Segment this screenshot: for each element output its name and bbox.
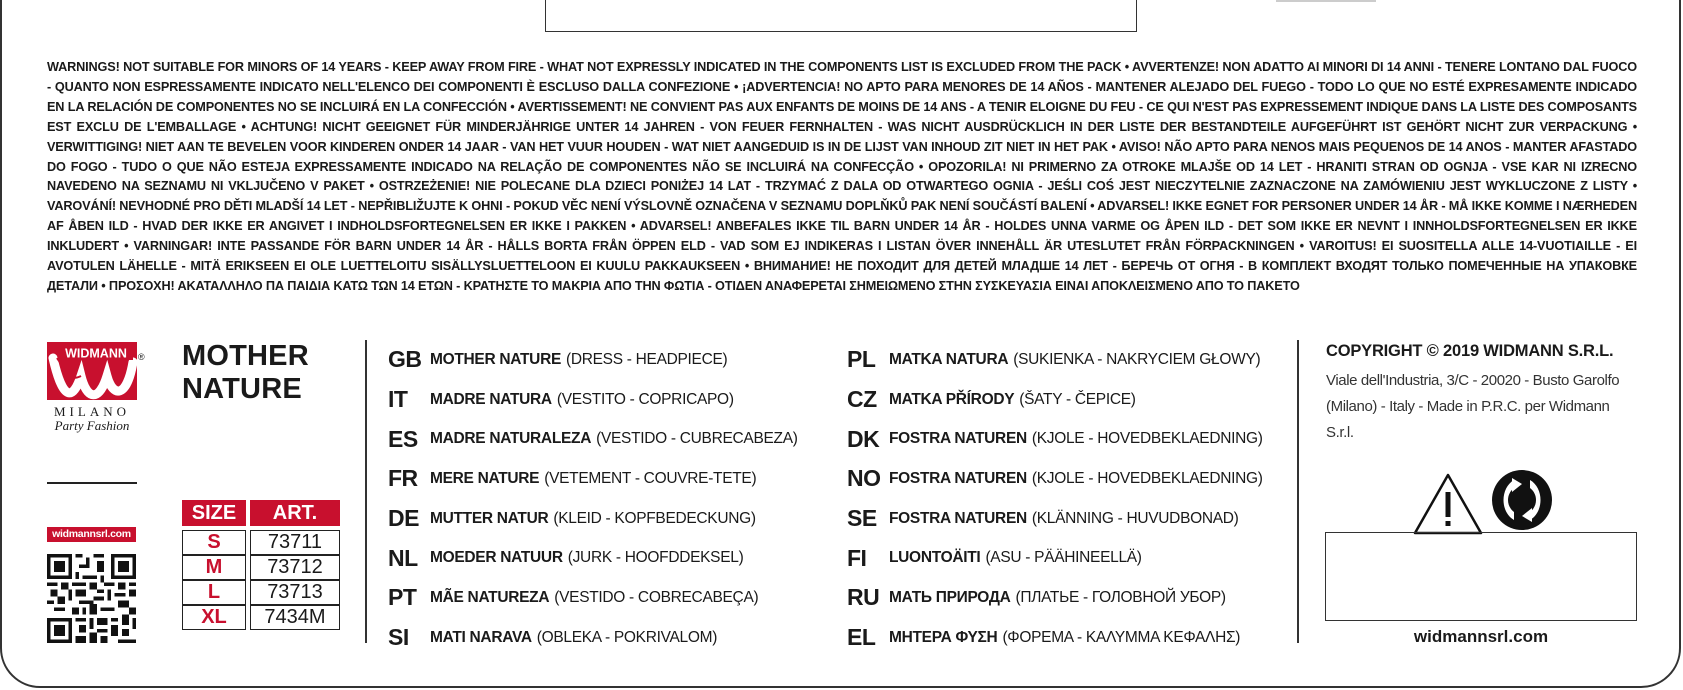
lang-name: MATI NARAVA bbox=[430, 628, 532, 646]
green-dot-recycle-icon bbox=[1490, 468, 1554, 532]
lang-code: SI bbox=[388, 624, 409, 651]
lang-name: FOSTRA NATUREN bbox=[889, 509, 1027, 527]
lang-desc: (VESTIDO - COBRECABEÇA) bbox=[554, 588, 759, 606]
logo-text: WIDMANN bbox=[65, 346, 127, 360]
language-row bbox=[388, 538, 798, 578]
lang-desc: (VESTITO - COPRICAPO) bbox=[556, 390, 734, 408]
art-cell: 73712 bbox=[250, 555, 340, 580]
copyright-notice: COPYRIGHT © 2019 WIDMANN S.R.L. bbox=[1326, 342, 1614, 360]
lang-code: PT bbox=[388, 584, 417, 611]
lang-code: CZ bbox=[847, 386, 877, 413]
lang-desc: (JURK - HOOFDDEKSEL) bbox=[567, 549, 744, 567]
lang-name: ΜΗΤΕΡΑ ΦΥΣΗ bbox=[889, 628, 998, 646]
product-title-line2: NATURE bbox=[182, 373, 302, 405]
size-cell: XL bbox=[182, 605, 246, 630]
size-row bbox=[182, 530, 340, 555]
language-list-right bbox=[847, 340, 1263, 658]
lang-desc: (KLEID - KOPFBEDECKUNG) bbox=[553, 509, 756, 527]
language-row bbox=[847, 538, 1263, 578]
language-row bbox=[388, 419, 798, 459]
lang-name: FOSTRA NATUREN bbox=[889, 430, 1027, 448]
top-box bbox=[545, 0, 1137, 32]
column-divider bbox=[365, 340, 367, 643]
lang-name: MUTTER NATUR bbox=[430, 509, 549, 527]
lang-name: MATKA PŘÍRODY bbox=[889, 390, 1015, 408]
size-row bbox=[182, 605, 340, 630]
lang-code: IT bbox=[388, 386, 408, 413]
language-row bbox=[388, 380, 798, 420]
lang-code: RU bbox=[847, 584, 880, 611]
lang-code: SE bbox=[847, 505, 877, 532]
lang-code: FI bbox=[847, 544, 867, 571]
size-row bbox=[182, 580, 340, 605]
language-row bbox=[847, 459, 1263, 499]
lang-desc: (OBLEKA - POKRIVALOM) bbox=[536, 628, 718, 646]
widmann-logo bbox=[47, 342, 147, 432]
qr-code-icon bbox=[47, 554, 136, 643]
lang-code: ES bbox=[388, 425, 418, 452]
lang-desc: (KLÄNNING - HUVUDBONAD) bbox=[1031, 509, 1239, 527]
language-row bbox=[388, 499, 798, 539]
company-address bbox=[1326, 368, 1636, 446]
lang-name: MOTHER NATURE bbox=[430, 350, 561, 368]
language-row bbox=[388, 340, 798, 380]
size-cell: M bbox=[182, 555, 246, 580]
address-line2: (Milano) - Italy - Made in P.R.C. per Widmann S.r.l. bbox=[1326, 398, 1610, 441]
warning-triangle-icon bbox=[1412, 472, 1484, 536]
art-cell: 73713 bbox=[250, 580, 340, 605]
language-row bbox=[847, 380, 1263, 420]
lang-desc: (SUKIENKA - NAKRYCIEM GŁOWY) bbox=[1013, 350, 1261, 368]
lang-name: LUONTOÄITI bbox=[889, 549, 981, 567]
lang-code: EL bbox=[847, 624, 876, 651]
warnings-text: WARNINGS! NOT SUITABLE FOR MINORS OF 14 YEARS - KEEP AWAY FROM FIRE - WHAT NOT EXPRESSLY INDICATED IN THE COMPONENTS LIST IS EXCLUDED FROM THE PACK • AVVERTENZE! NON ADATTO AI MINORI DI 14 ANNI - TENERE LONTANO DAL FUOCO - QUANTO NON ESPRESSAMENTE INDICATO NELL'ELENCO DEI COMPONENTI È ESCLUSO DALLA CONFEZIONE • ¡ADVERTENCIA! NO APTO PARA MENORES DE 14 AÑOS - MANTENER ALEJADO DEL FUEGO - TODO LO QUE NO ESTÉ EXPRESAMENTE INDICADO EN LA RELACIÓN DE COMPONENTES NO SE INCLUIRÁ EN LA CONFECCIÓN • AVERTISSEMENT! NE CONVIENT PAS AUX ENFANTS DE MOINS DE 14 ANS - A TENIR ELOIGNE DU FEU - CE QUI N'EST PAS EXPRESSEMENT INDIQUE DANS LA LISTE DES COMPOSANTS EST EXCLU DE L'EMBALLAGE • ACHTUNG! NICHT GEEIGNET FÜR MINDERJÄHRIGE UNTER 14 JAHREN - VON FEUER FERNHALTEN - WAS NICHT AUSDRÜCKLICH IN DER LISTE DER BESTANDTEILE AUFGEFÜHRT IST GEHÖRT NICHT ZUR VERPACKUNG • VERWITTIGING! NIET AAN TE BEVELEN VOOR KINDEREN ONDER 14 JAAR - VAN HET VUUR HOUDEN - WAT NIET AANGEDUID IS IN DE LIJST VAN INHOUD ZIT NIET IN HET PAK • AVISO! NÃO APTO PARA NENOS MAIS PEQUENOS DE 14 ANOS - MANTER AFASTADO DO FOGO - TUDO O QUE NÃO ESTEJA EXPRESSAMENTE INDICADO NA RELAÇÃO DE COMPONENTES NÃO SE INCLUIRÁ NA CONFECÇÃO • OPOZORILA! NI PRIMERNO ZA OTROKE MLAJŠE OD 14 LET - HRANITI STRAN OD OGNJA - VSE KAR NI IZRECNO NAVEDENO NA SEZNAMU NI VKLJUČENO V PAKET • OSTRZEŻENIE! NIE POLECANE DLA DZIECI PONIŻEJ 14 LAT - TRZYMAĆ Z DALA OD OTWARTEGO OGNIA - JEŚLI COŚ JEST NIECZYTELNIE ZAZNACZONE NA ZAMÓWIENIU JEST WYKLUCZONE Z LISTY • VAROVÁNÍ! NEVHODNÉ PRO DĚTI MLADŠÍ 14 LET - NEPŘIBLIŽUJTE K OHNI - POKUD VĚC NENÍ VÝSLOVNĚ OZNAČENA V SEZNAMU DOPLŇKŮ PAK NENÍ SOUČÁSTÍ BALENÍ • ADVARSEL! IKKE EGNET FOR PERSONER UNDER 14 ÅR - MÅ IKKE KOMME I NÆRHEDEN AF ÅBEN ILD - HVAD DER IKKE ER ANGIVET I INDHOLDSFORTEGNELSEN ER IKKE I PAKKEN • ADVARSEL! ANBEFALES IKKE TIL BARN UNDER 14 ÅR - HOLDES UNNA VARME OG ÅPEN ILD - DET SOM IKKE ER NEVNT I INNHOLDSFORTEGNELSEN ER IKKE INKLUDERT • VARNINGAR! INTE PASSANDE FÖR BARN UNDER 14 ÅR - HÅLLS BORTA FRÅN ÖPPEN ELD - VAD SOM EJ INDIKERAS I LISTAN ÖVER INNEHÅLL ÄR UTESLUTET FRÅN FÖRPACKNINGEN • VAROITUS! EI SUOSITELLA ALLE 14-VUOTIAILLE - EI AVOTULEN LÄHELLE - MITÄ ERIKSEEN EI OLE LUETTELOITU SISÄLLYSLUETTELOON EI KUULU PAKKAUKSEEN • ВНИМАНИЕ! НЕ ПОХОДИТ ДЛЯ ДЕТЕЙ МЛАДШЕ 14 ЛЕТ - БЕРЕЧЬ ОТ ОГНЯ - В КОМПЛЕКТ ВХОДЯТ ТОЛЬКО ПОМЕЧЕННЫЕ НА УПАКОВКЕ ДЕТАЛИ • ΠΡΟΣΟΧΗ! ΑΚΑΤΑΛΛΗΛΟ ΠΑ ΠΑΙΔΙΑ ΚΑΤΩ ΤΩΝ 14 ΕΤΩΝ - ΚΡΑΤΗΣΤΕ ΤΟ ΜΑΚΡΙΑ ΑΠΟ ΤΗΝ ΦΩΤΙΑ - ΟΤΙΔΕΝ ΑΝΑΦΕΡΕΤΑΙ ΣΗΜΕΙΩΜΕΝΟ ΣΤΗΝ ΣΥΣΚΕΥΑΣΙΑ ΕΙΝΑΙ ΑΠΟΚΛΕΙΣΜΕΝΟ ΑΠΟ ΤΟ ΠΑΚΕΤΟ bbox=[47, 60, 1637, 293]
lang-code: DE bbox=[388, 505, 419, 532]
lang-name: MADRE NATURA bbox=[430, 390, 552, 408]
lang-code: FR bbox=[388, 465, 418, 492]
size-table bbox=[178, 500, 344, 630]
lang-desc: (KJOLE - HOVEDBEKLAEDNING) bbox=[1031, 469, 1263, 487]
lang-name: MÃE NATUREZA bbox=[430, 588, 550, 606]
lang-desc: (VESTIDO - CUBRECABEZA) bbox=[596, 430, 798, 448]
lang-code: DK bbox=[847, 425, 880, 452]
lang-desc: (ŠATY - ČEPICE) bbox=[1019, 390, 1136, 408]
language-list-left bbox=[388, 340, 798, 658]
website-url: widmannsrl.com bbox=[1413, 627, 1549, 646]
product-title-line1: MOTHER bbox=[182, 340, 309, 372]
lang-desc: (ПЛАТЬЕ - ГОЛОВНОЙ УБОР) bbox=[1015, 588, 1226, 606]
art-cell: 73711 bbox=[250, 530, 340, 555]
language-row bbox=[847, 578, 1263, 618]
language-row bbox=[847, 419, 1263, 459]
top-dash bbox=[1276, 0, 1376, 2]
lang-name: МАТЬ ПРИРОДА bbox=[889, 588, 1011, 606]
lang-code: GB bbox=[388, 346, 422, 373]
language-row bbox=[847, 618, 1263, 658]
language-row bbox=[388, 578, 798, 618]
lang-name: MADRE NATURALEZA bbox=[430, 430, 592, 448]
lang-name: MOEDER NATUUR bbox=[430, 549, 563, 567]
website-badge: widmannsrl.com bbox=[47, 527, 136, 542]
size-row bbox=[182, 555, 340, 580]
language-row bbox=[847, 499, 1263, 539]
registered-mark: ® bbox=[138, 352, 145, 362]
product-title bbox=[182, 340, 309, 406]
logo-mark bbox=[47, 342, 137, 400]
lang-name: MERE NATURE bbox=[430, 469, 540, 487]
language-row bbox=[388, 459, 798, 499]
address-line1: Viale dell'Industria, 3/C - 20020 - Busto Garolfo bbox=[1326, 372, 1620, 389]
art-cell: 7434M bbox=[250, 605, 340, 630]
language-row bbox=[388, 618, 798, 658]
lang-code: NL bbox=[388, 544, 418, 571]
lang-desc: (DRESS - HEADPIECE) bbox=[566, 350, 728, 368]
size-cell: S bbox=[182, 530, 246, 555]
logo-text-svg bbox=[59, 346, 133, 360]
language-row bbox=[847, 340, 1263, 380]
divider-rule bbox=[47, 482, 137, 484]
lang-code: NO bbox=[847, 465, 881, 492]
column-divider bbox=[1297, 340, 1299, 643]
lang-desc: (ASU - PÄÄHINEELLÄ) bbox=[985, 549, 1142, 567]
lang-desc: (VETEMENT - COUVRE-TETE) bbox=[544, 469, 757, 487]
size-cell: L bbox=[182, 580, 246, 605]
lang-name: FOSTRA NATUREN bbox=[889, 469, 1027, 487]
size-header: SIZE bbox=[182, 500, 246, 526]
lang-desc: (ΦΟΡΕΜΑ - ΚΑΛΥΜΜΑ ΚΕΦΑΛΗΣ) bbox=[1002, 628, 1241, 646]
blank-label-box bbox=[1325, 532, 1637, 621]
lang-code: PL bbox=[847, 346, 876, 373]
logo-tagline: Party Fashion bbox=[54, 418, 130, 433]
logo-city: MILANO bbox=[54, 404, 130, 419]
lang-name: MATKA NATURA bbox=[889, 350, 1009, 368]
art-header: ART. bbox=[250, 500, 340, 526]
lang-desc: (KJOLE - HOVEDBEKLAEDNING) bbox=[1031, 430, 1263, 448]
